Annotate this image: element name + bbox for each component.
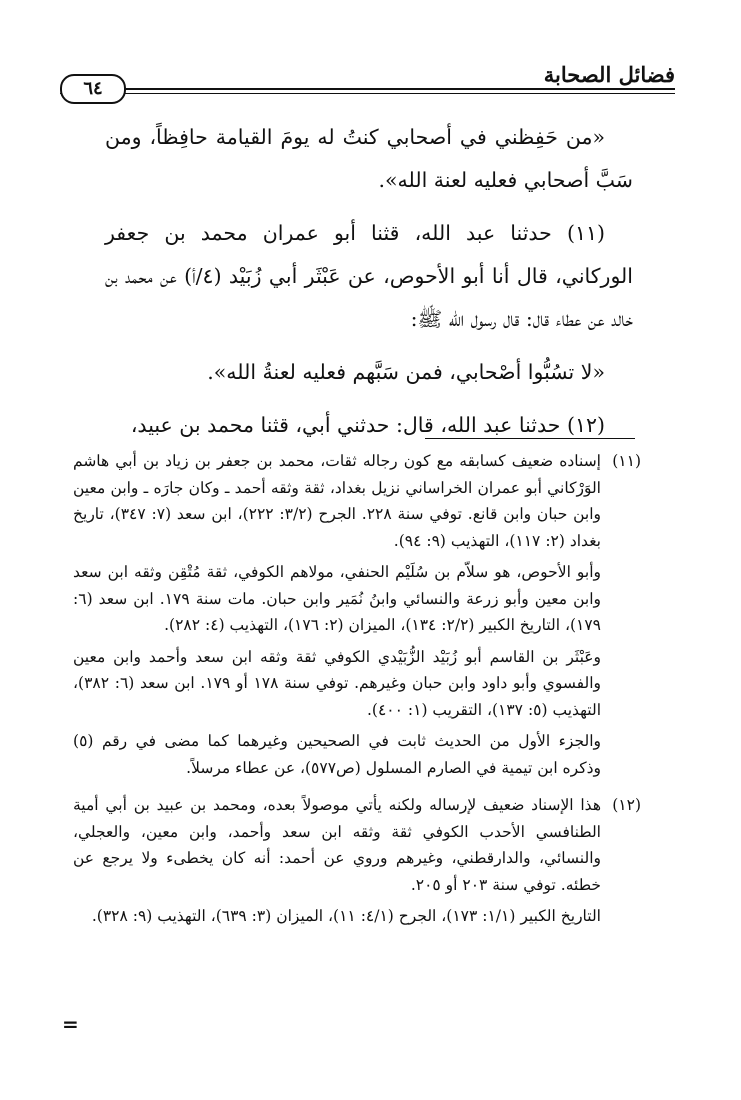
page-header [60, 56, 675, 106]
footnote-paragraph: إسناده ضعيف كسابقه مع كون رجاله ثقات، محمد بن جعفر بن زياد بن أبي هاشم الوَرْكاني أبو عمران الخراساني نزيل بغداد، ثقة وثقه أحمد ـ وكان جارَه ـ وابن معين وابن حبان وابن قانع. توفي سنة ٢٢٨. الجرح (٣/٢: ٢٢٢)، ابن سعد (٧: ٣٤٧)، تاريخ بغداد (٢: ١١٧)، التهذيب (٩: ٩٤). [73, 452, 602, 550]
hadith-11-isnad: (١١) حدثنا عبد الله، قثنا أبو عمران محمد بن جعفر الوركاني، قال أنا أبو الأحوص، عن عَبْثَر أبي زُبَيْد (٤/أ) عن محمد بن خالد عن عطاء قال: قال رسول الله ﷺ: [105, 221, 633, 331]
header-rule [60, 88, 675, 90]
footnote-paragraph: والجزء الأول من الحديث ثابت في الصحيحين وغيرهما كما مضى في رقم (٥) وذكره ابن تيمية في الصارم المسلول (ص٥٧٧)، عن عطاء مرسلاً. [73, 732, 601, 777]
footnote-body [73, 448, 601, 786]
footnote-number: (١٢) [612, 796, 641, 814]
footnote-paragraph: التاريخ الكبير (١/١: ١٧٣)، الجرح (٤/١: ١١)، الميزان (٣: ٦٣٩)، التهذيب (٩: ٣٢٨). [91, 907, 601, 925]
hadith-text-1: «من حَفِظني في أصحابي كنتُ له يومَ القيامة حافِظاً، ومن سَبَّ أصحابي فعليه لعنة الله». [105, 125, 633, 192]
footnote-paragraph: وعَبْثَر بن القاسم أبو زُبَيْد الزُّبَيْدي الكوفي ثقة وثقه ابن سعد وأحمد وابن معين والفسوي وأبو داود وابن حبان وغيرهم. توفي سنة ١٧٨ أو ١٧٩. ابن سعد (٦: ٣٨٢)، التهذيب (٥: ١٣٧)، التقريب (١: ٤٠٠). [73, 647, 602, 719]
page-number: ٦٤ [60, 74, 126, 104]
hadith-12-isnad: (١٢) حدثنا عبد الله، قال: حدثني أبي، قثنا محمد بن عبيد، [130, 413, 605, 437]
footnote-11 [73, 448, 641, 786]
footnote-number: (١١) [612, 452, 641, 470]
footnote-paragraph: هذا الإسناد ضعيف لإرساله ولكنه يأتي موصولاً بعده، ومحمد بن عبيد بن أبي أمية الطنافسي الأحدب الكوفي ثقة وثقه ابن سعد وأحمد، وابن معين، والعجلي، والنسائي، والدارقطني، وغيرهم وروي عن أحمد: أنه كان يخطىء ولا يرجع عن خطئه. توفي سنة ٢٠٣ أو ٢٠٥. [73, 796, 601, 894]
main-text [105, 116, 633, 457]
footnote-12 [73, 792, 641, 935]
footnote-paragraph: وأبو الأحوص، هو سلاّم بن سُلَيْم الحنفي، مولاهم الكوفي، ثقة مُتْقِن وثقه ابن سعد وابن معين وأبو زرعة والنسائي وابنُ نُمَير وابن حبان. مات سنة ١٧٩. ابن سعد (٦: ١٧٩)، التاريخ الكبير (٢/٢: ١٣٤)، الميزان (٢: ١٧٦)، التهذيب (٤: ٢٨٢). [73, 563, 602, 634]
continuation-mark: = [62, 1012, 79, 1036]
header-rule-thin [60, 93, 675, 94]
hadith-text-2: «لا تسُبُّوا أصْحابي، فمن سَبَّهم فعليه لعنةُ الله». [207, 360, 605, 384]
footnotes [73, 448, 641, 941]
footnote-body [73, 792, 601, 935]
running-title: فضائل الصحابة [543, 62, 675, 87]
footnote-separator [425, 438, 635, 439]
